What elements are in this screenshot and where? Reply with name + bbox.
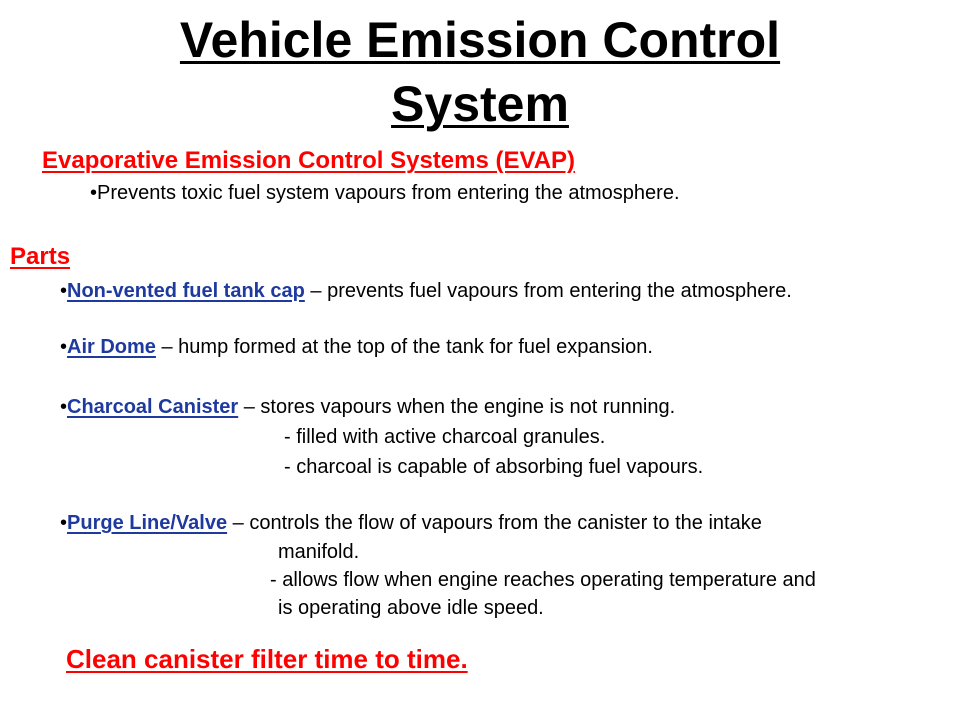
bullet: •: [60, 280, 68, 302]
parts-item-charcoal-canister: [60, 394, 675, 420]
bullet: •: [90, 182, 98, 204]
parts-heading: Parts: [10, 243, 71, 270]
term-air-dome: Air Dome: [67, 336, 156, 358]
term-charcoal-canister: Charcoal Canister: [67, 396, 239, 418]
item-sub-line: - allows flow when engine reaches operating temperature and: [270, 569, 816, 591]
evap-description-line: [90, 180, 680, 206]
bullet: •: [60, 336, 68, 358]
term-non-vented-fuel-tank-cap: Non-vented fuel tank cap: [67, 280, 305, 302]
item-sub-line: manifold.: [278, 541, 360, 563]
evap-description: Prevents toxic fuel system vapours from entering the atmosphere.: [97, 182, 680, 204]
item-description: – stores vapours when the engine is not running.: [238, 396, 676, 418]
evap-heading: Evaporative Emission Control Systems (EVAP): [42, 147, 576, 174]
page-title-line-1: Vehicle Emission Control: [179, 12, 781, 68]
closing-tip: Clean canister filter time to time.: [66, 644, 468, 674]
bullet: •: [60, 512, 68, 534]
item-description: – hump formed at the top of the tank for fuel expansion.: [155, 336, 653, 358]
parts-item-air-dome: [60, 334, 653, 360]
term-purge-line-valve: Purge Line/Valve: [67, 512, 228, 534]
item-description: – controls the flow of vapours from the canister to the intake: [227, 512, 762, 534]
item-sub-line: is operating above idle speed.: [278, 597, 544, 619]
item-sub-line: - filled with active charcoal granules.: [284, 426, 606, 448]
item-description: – prevents fuel vapours from entering the atmosphere.: [304, 280, 792, 302]
parts-item-purge-line-valve: [60, 510, 762, 536]
page-title-line-2: System: [391, 76, 569, 132]
parts-item-fuel-tank-cap: [60, 278, 792, 304]
item-sub-line: - charcoal is capable of absorbing fuel vapours.: [284, 456, 704, 478]
bullet: •: [60, 396, 68, 418]
